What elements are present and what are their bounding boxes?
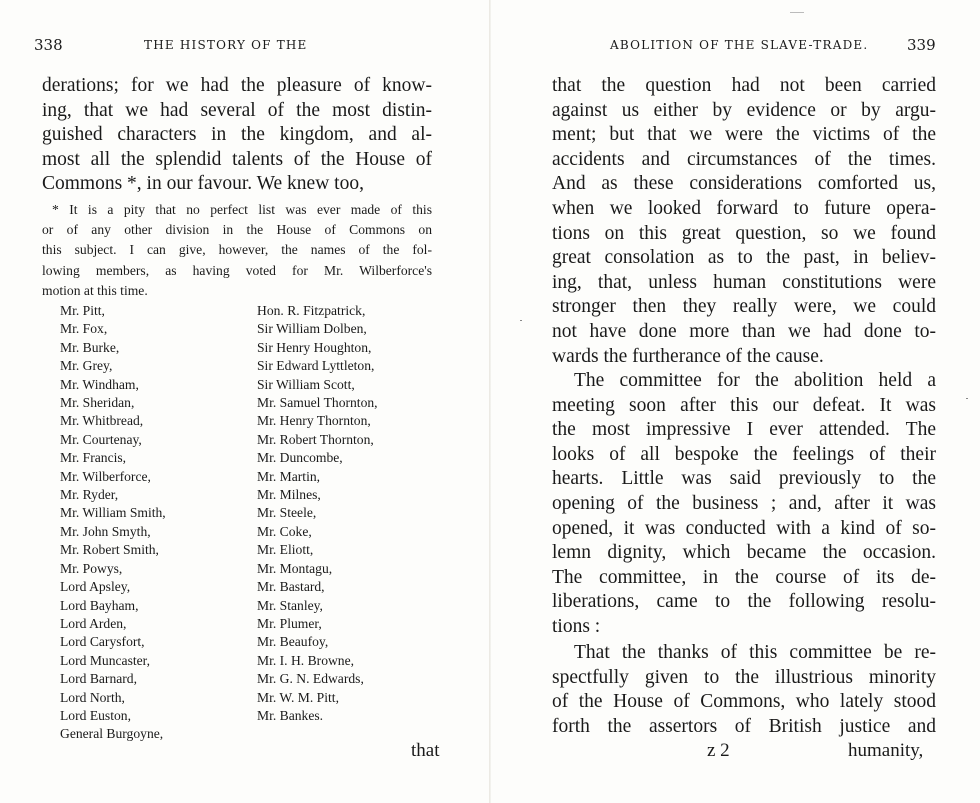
speck — [520, 320, 522, 321]
members-list-column-2 — [257, 302, 378, 725]
member-name: Mr. Grey, — [60, 358, 113, 374]
member-name: Mr. Coke, — [257, 523, 312, 539]
body-line: guished characters in the kingdom, and al- — [42, 124, 432, 146]
member-name: Hon. R. Fitzpatrick, — [257, 303, 366, 318]
member-name: Sir Edward Lyttleton, — [257, 358, 375, 374]
member-name: Mr. I. H. Browne, — [257, 652, 355, 668]
member-name: Mr. Powys, — [60, 560, 123, 576]
member-name: Mr. W. M. Pitt, — [257, 689, 339, 705]
footnote-line: or of any other division in the House of Commons on — [42, 222, 432, 238]
member-name: General Burgoyne, — [60, 726, 164, 742]
body-line: of the House of Commons, who lately stood — [552, 691, 936, 713]
member-name: Lord Carysfort, — [60, 634, 145, 650]
footnote-line: motion at this time. — [42, 282, 148, 298]
member-name: Lord Bayham, — [60, 597, 139, 613]
body-line: against us either by evidence or by argu- — [552, 99, 936, 121]
member-name: Mr. Burke, — [60, 339, 120, 355]
member-name: Mr. Eliott, — [257, 542, 314, 558]
speck — [966, 398, 968, 399]
member-name: Lord Muncaster, — [60, 652, 151, 668]
member-name: Mr. William Smith, — [60, 505, 166, 521]
body-line: opening of the business ; and, after it was — [552, 492, 936, 514]
body-line: wards the furtherance of the cause. — [552, 345, 824, 367]
body-line: most all the splendid talents of the House of — [42, 148, 432, 170]
speck — [790, 12, 804, 13]
member-name: Sir William Scott, — [257, 376, 355, 392]
right-paragraph-3 — [552, 641, 936, 739]
body-line: spectfully given to the illustrious minority — [552, 666, 936, 688]
member-name: Mr. G. N. Edwards, — [257, 671, 364, 687]
member-name: Mr. Francis, — [60, 450, 127, 466]
body-line: ment; but that we were the victims of the — [552, 124, 936, 146]
footnote-line: this subject. I can give, however, the names of the fol- — [42, 242, 432, 258]
footnote-line: lowing members, as having voted for Mr. Wilberforce's — [42, 262, 432, 278]
body-line: And as these considerations comforted us, — [552, 173, 936, 195]
body-line: accidents and circumstances of the times. — [552, 148, 936, 170]
body-line: The committee for the abolition held a — [574, 370, 936, 391]
body-line: looks of all bespoke the feelings of their — [552, 443, 936, 465]
body-line: great consolation as to the past, in believ- — [552, 247, 936, 269]
body-line: forth the assertors of British justice and — [552, 715, 936, 737]
catchword-right: humanity, — [848, 740, 924, 761]
body-line: hearts. Little was said previously to the — [552, 468, 936, 490]
member-name: Mr. Whitbread, — [60, 413, 144, 429]
body-line: when we looked forward to future opera- — [552, 197, 936, 219]
body-line: not have done more than we had done to- — [552, 320, 936, 342]
body-line: that the question had not been carried — [552, 75, 936, 96]
body-line: ing, that we had several of the most distin- — [42, 99, 432, 121]
member-name: Mr. Henry Thornton, — [257, 413, 371, 429]
member-name: Mr. Bankes. — [257, 707, 324, 723]
member-name: Mr. John Smyth, — [60, 523, 151, 539]
body-line: That the thanks of this committee be re- — [574, 642, 936, 663]
member-name: Mr. Milnes, — [257, 487, 321, 503]
members-list-column-1 — [60, 302, 166, 744]
body-line: derations; for we had the pleasure of know- — [42, 75, 432, 96]
body-line: the most impressive I ever attended. The — [552, 419, 936, 441]
page-number-left: 338 — [34, 36, 63, 54]
member-name: Mr. Steele, — [257, 505, 317, 521]
member-name: Lord Apsley, — [60, 579, 131, 595]
member-name: Mr. Robert Thornton, — [257, 431, 374, 447]
right-paragraph-2 — [552, 369, 936, 640]
member-name: Mr. Beaufoy, — [257, 634, 329, 650]
body-line: Commons *, in our favour. We knew too, — [42, 173, 364, 195]
body-line: lemn dignity, which became the occasion. — [552, 542, 936, 564]
member-name: Mr. Martin, — [257, 468, 321, 484]
right-page — [490, 0, 980, 803]
member-name: Lord Barnard, — [60, 671, 138, 687]
running-head-right: ABOLITION OF THE SLAVE-TRADE. — [610, 38, 869, 52]
footnote — [42, 200, 432, 301]
member-name: Lord Arden, — [60, 615, 127, 631]
member-name: Sir William Dolben, — [257, 321, 367, 337]
member-name: Mr. Sheridan, — [60, 395, 135, 411]
member-name: Mr. Windham, — [60, 376, 139, 392]
member-name: Lord Euston, — [60, 707, 131, 723]
signature-mark: z 2 — [707, 740, 730, 761]
member-name: Mr. Samuel Thornton, — [257, 395, 378, 411]
body-line: stronger then they really were, we could — [552, 296, 936, 318]
member-name: Lord North, — [60, 689, 125, 705]
body-line: tions : — [552, 615, 601, 637]
member-name: Mr. Courtenay, — [60, 431, 142, 447]
member-name: Mr. Robert Smith, — [60, 542, 159, 558]
body-line: meeting soon after this our defeat. It was — [552, 394, 936, 416]
member-name: Mr. Plumer, — [257, 615, 322, 631]
member-name: Mr. Stanley, — [257, 597, 323, 613]
body-line: opened, it was conducted with a kind of so- — [552, 517, 936, 539]
body-line: The committee, in the course of its de- — [552, 566, 936, 588]
page-number-right: 339 — [907, 36, 936, 54]
member-name: Sir Henry Houghton, — [257, 339, 372, 355]
member-name: Mr. Bastard, — [257, 579, 325, 595]
member-name: Mr. Wilberforce, — [60, 468, 151, 484]
catchword-left: that — [411, 740, 440, 761]
footnote-line: * It is a pity that no perfect list was ever made of this — [52, 202, 432, 217]
left-body-text — [42, 74, 432, 197]
right-paragraph-1 — [552, 74, 936, 369]
member-name: Mr. Fox, — [60, 321, 108, 337]
body-line: tions on this great question, so we found — [552, 222, 936, 244]
member-name: Mr. Duncombe, — [257, 450, 343, 466]
body-line: liberations, came to the following resolu- — [552, 591, 936, 613]
member-name: Mr. Pitt, — [60, 303, 105, 318]
body-line: ing, that, unless human constitutions were — [552, 271, 936, 293]
member-name: Mr. Montagu, — [257, 560, 333, 576]
running-head-left: THE HISTORY OF THE — [144, 38, 308, 52]
member-name: Mr. Ryder, — [60, 487, 119, 503]
